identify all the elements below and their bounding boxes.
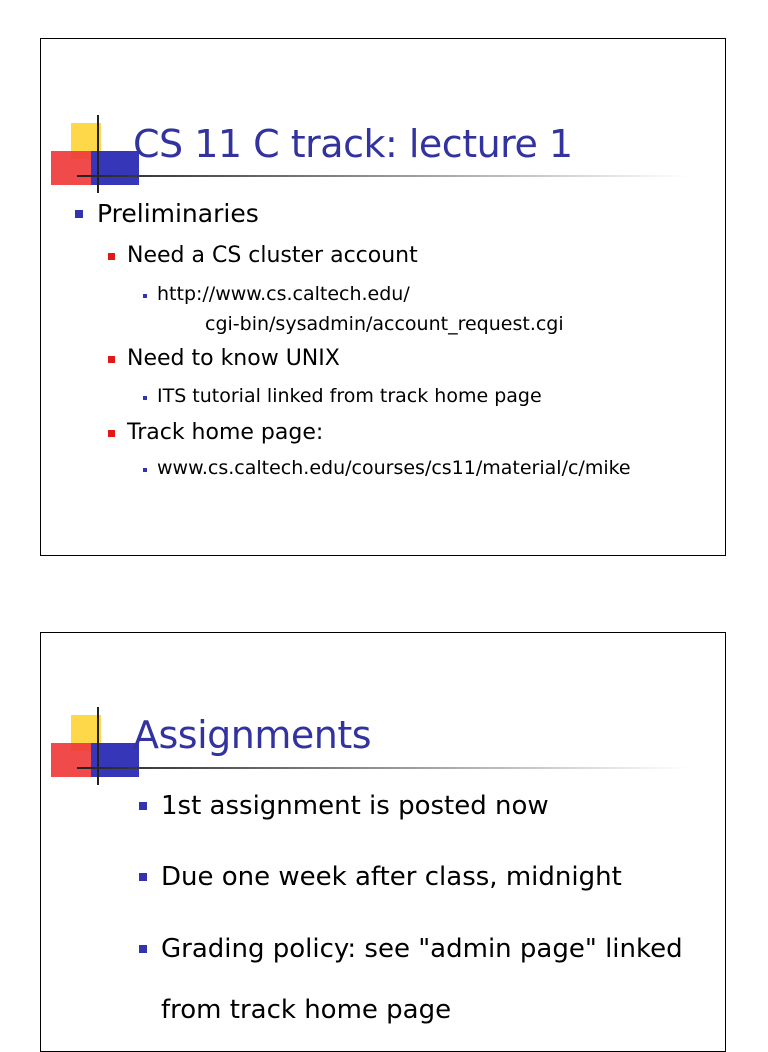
slide-2 bbox=[40, 632, 726, 1052]
bullet-marker bbox=[75, 210, 83, 218]
bullet-text: www.cs.caltech.edu/courses/cs11/material/c/mike bbox=[157, 457, 631, 479]
slide-title: CS 11 C track: lecture 1 bbox=[133, 122, 573, 166]
bullet-text: Due one week after class, midnight bbox=[161, 862, 622, 892]
bullet-text: http://www.cs.caltech.edu/ bbox=[157, 283, 410, 305]
bullet-marker bbox=[143, 396, 147, 400]
bullet-track-home bbox=[127, 420, 323, 445]
bullet-account-url bbox=[157, 283, 410, 305]
bullet-marker bbox=[139, 873, 147, 881]
bullet-marker bbox=[139, 802, 147, 810]
bullet-grading-policy-continued: from track home page bbox=[161, 995, 452, 1025]
bullet-unix bbox=[127, 346, 340, 371]
bullet-text: ITS tutorial linked from track home page bbox=[157, 385, 542, 407]
bullet-marker bbox=[108, 430, 115, 437]
deco-vertical-line bbox=[97, 115, 99, 193]
bullet-marker bbox=[139, 945, 147, 953]
bullet-text: Need to know UNIX bbox=[127, 346, 340, 371]
bullet-marker bbox=[143, 294, 147, 298]
bullet-preliminaries bbox=[97, 199, 259, 228]
bullet-text: 1st assignment is posted now bbox=[161, 791, 549, 821]
bullet-text: Preliminaries bbox=[97, 199, 259, 228]
bullet-account-url-continued: cgi-bin/sysadmin/account_request.cgi bbox=[205, 313, 564, 335]
bullet-marker bbox=[143, 468, 147, 472]
bullet-marker bbox=[108, 253, 115, 260]
bullet-due-date bbox=[161, 862, 622, 892]
deco-title-underline bbox=[77, 767, 689, 769]
title-decoration-icon bbox=[47, 707, 147, 807]
slide-title: Assignments bbox=[133, 713, 372, 757]
bullet-marker bbox=[108, 356, 115, 363]
deco-title-underline bbox=[77, 175, 689, 177]
bullet-text: Track home page: bbox=[127, 420, 324, 445]
bullet-first-assignment bbox=[161, 791, 549, 821]
bullet-text: Grading policy: see "admin page" linked bbox=[161, 934, 683, 964]
deco-vertical-line bbox=[97, 707, 99, 785]
bullet-grading-policy bbox=[161, 934, 683, 964]
bullet-cs-account bbox=[127, 243, 418, 268]
slide-1 bbox=[40, 38, 726, 556]
bullet-track-home-url bbox=[157, 457, 631, 479]
bullet-text: Need a CS cluster account bbox=[127, 243, 418, 268]
bullet-its-tutorial bbox=[157, 385, 542, 407]
